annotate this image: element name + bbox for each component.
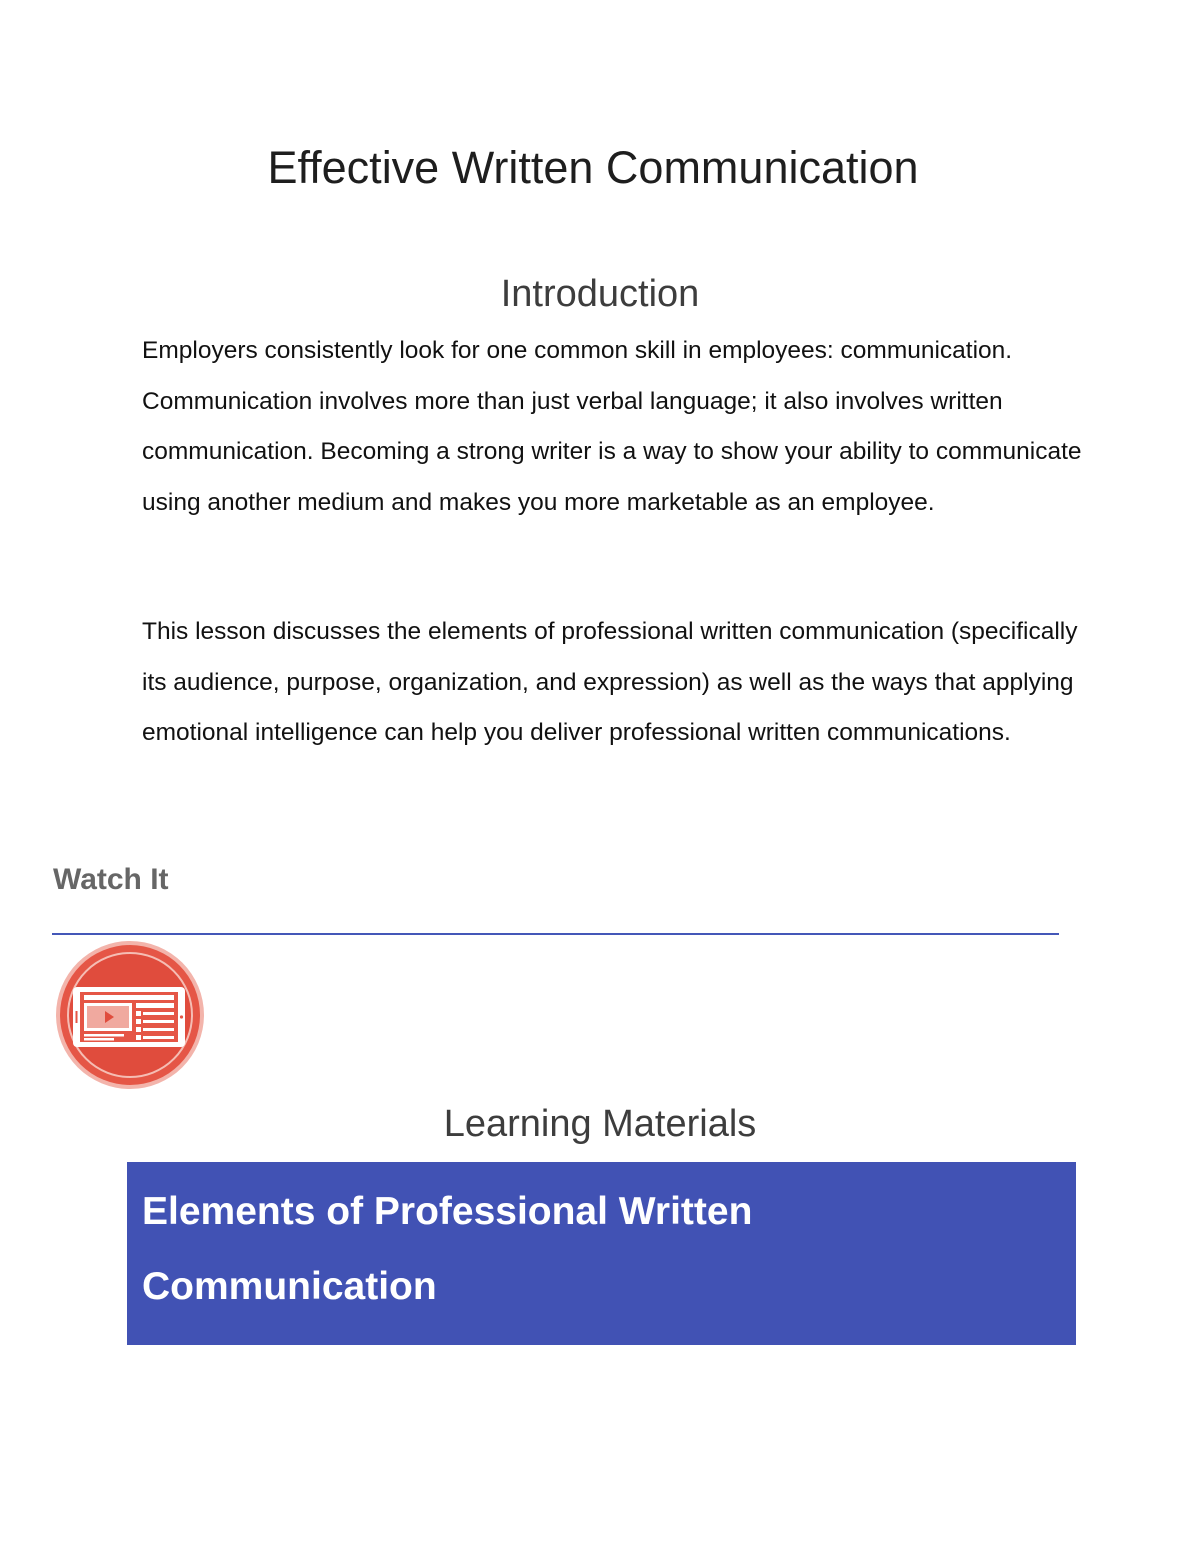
video-player-icon xyxy=(54,939,206,1091)
introduction-heading: Introduction xyxy=(500,273,700,315)
intro-paragraph-2: This lesson discusses the elements of professional written communication (specifically its audience, purpose, organization, and expression) as well as the ways that applying emotional intelligence can help you deliver professional written communications. xyxy=(142,618,1078,746)
banner-title: Elements of Professional Written Communication xyxy=(142,1190,753,1308)
section-banner xyxy=(127,1162,1076,1345)
page-title: Effective Written Communication xyxy=(267,142,919,193)
watch-it-divider xyxy=(52,933,1059,935)
watch-it-heading: Watch It xyxy=(53,863,169,896)
learning-materials-heading: Learning Materials xyxy=(443,1103,757,1145)
intro-paragraph-1: Employers consistently look for one common skill in employees: communication. Communication involves more than just verbal language; it also involves written communication. Becoming a strong writer is a way to show your ability to communicate using another medium and makes you more marketable as an employee. xyxy=(142,337,1082,516)
